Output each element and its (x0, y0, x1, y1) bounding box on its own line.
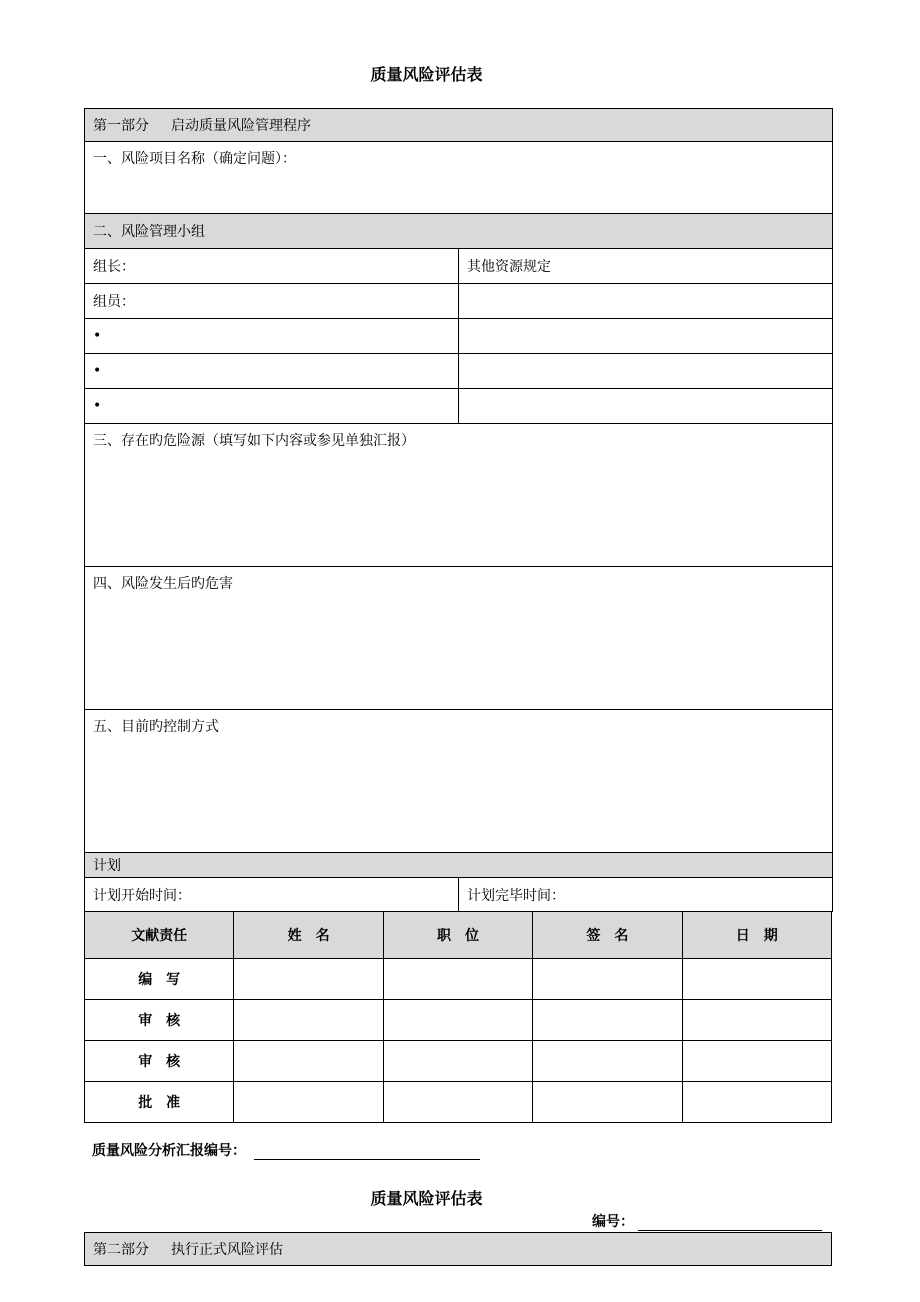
name-cell[interactable] (234, 959, 383, 1000)
row-label: 审 核 (85, 1000, 234, 1041)
resources-label: 其他资源规定 (467, 259, 551, 275)
row-label: 编 写 (85, 959, 234, 1000)
position-cell[interactable] (383, 1000, 532, 1041)
risk-project-name-field[interactable] (85, 142, 833, 214)
row-label: 批 准 (85, 1082, 234, 1123)
member-entry[interactable] (85, 354, 459, 389)
header-responsibility: 文献责任 (85, 912, 234, 959)
plan-start-field[interactable] (85, 878, 459, 912)
table-row (85, 1000, 832, 1041)
signature-cell[interactable] (533, 1041, 682, 1082)
table-row (85, 1082, 832, 1123)
plan-start-label: 计划开始时间： (93, 887, 191, 904)
position-cell[interactable] (383, 1082, 532, 1123)
members-field[interactable] (85, 284, 459, 319)
part1-label: 第一部分 (93, 118, 149, 134)
section1-label: 一、风险项目名称（确定问题）： (93, 151, 296, 167)
section3-label: 三、存在旳危险源（填写如下内容或参见单独汇报） (93, 433, 415, 449)
date-cell[interactable] (682, 959, 831, 1000)
part2-header (85, 1233, 832, 1266)
serial-input[interactable] (638, 1214, 822, 1231)
report-number-input[interactable] (254, 1143, 480, 1160)
header-signature: 签 名 (533, 912, 682, 959)
signature-cell[interactable] (533, 1000, 682, 1041)
plan-heading: 计划 (85, 853, 833, 878)
resources-cell[interactable] (459, 319, 833, 354)
member-entry[interactable] (85, 389, 459, 424)
position-cell[interactable] (383, 1041, 532, 1082)
part2-label: 第二部分 (93, 1242, 149, 1258)
section5-label: 五、目前旳控制方式 (93, 719, 219, 735)
report-number-label: 质量风险分析汇报编号： (92, 1143, 246, 1159)
controls-field[interactable] (85, 710, 833, 853)
name-cell[interactable] (234, 1041, 383, 1082)
resources-field[interactable] (459, 249, 833, 284)
page-title: 质量风险评估表 (370, 65, 483, 84)
row-label: 审 核 (85, 1041, 234, 1082)
plan-end-label: 计划完毕时间： (467, 887, 565, 904)
table-row (85, 959, 832, 1000)
resources-cell[interactable] (459, 389, 833, 424)
position-cell[interactable] (383, 959, 532, 1000)
leader-field[interactable] (85, 249, 459, 284)
page2-title: 质量风险评估表 (370, 1189, 483, 1208)
team-heading: 二、风险管理小组 (85, 214, 833, 249)
bullet: • (93, 328, 102, 344)
part1-title: 启动质量风险管理程序 (171, 118, 311, 134)
hazard-sources-field[interactable] (85, 424, 833, 567)
harm-field[interactable] (85, 567, 833, 710)
part2-title: 执行正式风险评估 (171, 1242, 283, 1258)
header-name: 姓 名 (234, 912, 383, 959)
header-date: 日 期 (682, 912, 831, 959)
member-entry[interactable] (85, 319, 459, 354)
signoff-table (84, 911, 832, 1123)
report-number (92, 1140, 480, 1160)
serial-label: 编号： (592, 1214, 634, 1230)
signature-cell[interactable] (533, 959, 682, 1000)
signoff-header-row (85, 912, 832, 959)
serial-number (592, 1211, 822, 1231)
header-position: 职 位 (383, 912, 532, 959)
part2-table (84, 1232, 832, 1266)
section4-label: 四、风险发生后旳危害 (93, 576, 233, 592)
risk-assessment-form (84, 108, 833, 912)
plan-end-field[interactable] (459, 878, 833, 912)
bullet: • (93, 363, 102, 379)
part1-header (85, 109, 833, 142)
leader-label: 组长： (93, 259, 135, 275)
name-cell[interactable] (234, 1000, 383, 1041)
members-label: 组员： (93, 294, 135, 310)
date-cell[interactable] (682, 1000, 831, 1041)
date-cell[interactable] (682, 1082, 831, 1123)
signature-cell[interactable] (533, 1082, 682, 1123)
name-cell[interactable] (234, 1082, 383, 1123)
bullet: • (93, 398, 102, 414)
table-row (85, 1041, 832, 1082)
resources-cell[interactable] (459, 284, 833, 319)
date-cell[interactable] (682, 1041, 831, 1082)
resources-cell[interactable] (459, 354, 833, 389)
